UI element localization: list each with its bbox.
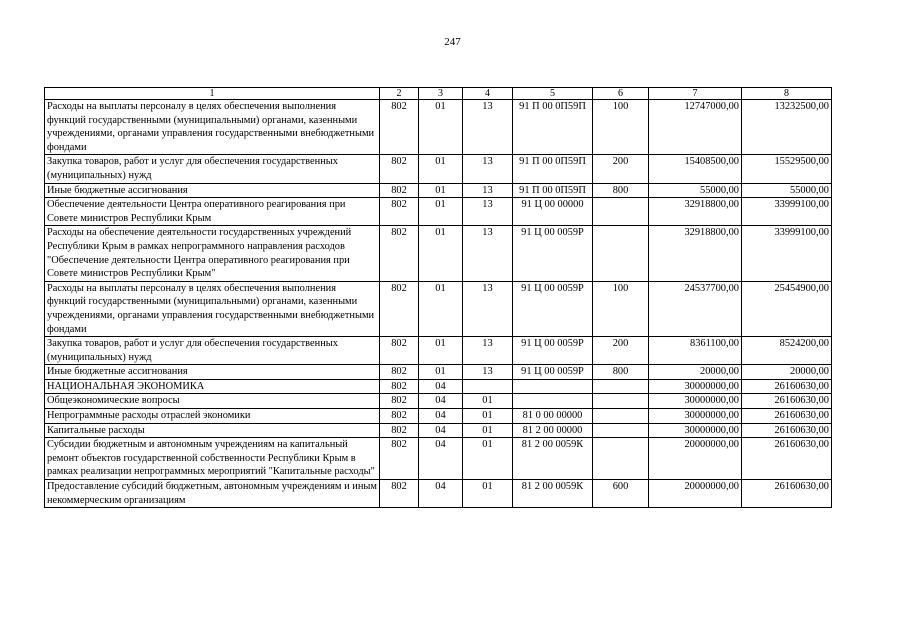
header-col-5: 5 xyxy=(513,88,593,100)
row-ministry-code: 802 xyxy=(380,438,419,480)
table-header xyxy=(45,88,832,100)
row-description: Закупка товаров, работ и услуг для обеспечения государственных (муниципальных) нужд xyxy=(45,337,380,365)
row-subsection-code: 13 xyxy=(463,183,513,198)
row-section-code: 04 xyxy=(419,480,463,508)
table-row xyxy=(45,365,832,380)
row-subsection-code: 13 xyxy=(463,337,513,365)
row-section-code: 04 xyxy=(419,379,463,394)
page-number: 247 xyxy=(444,36,461,48)
row-amount-year-1: 20000,00 xyxy=(649,365,742,380)
table-row xyxy=(45,198,832,226)
row-amount-year-1: 8361100,00 xyxy=(649,337,742,365)
row-amount-year-2: 26160630,00 xyxy=(742,480,832,508)
row-ministry-code: 802 xyxy=(380,394,419,409)
row-expense-type xyxy=(593,409,649,424)
budget-table xyxy=(44,87,832,508)
row-amount-year-1: 20000000,00 xyxy=(649,438,742,480)
row-amount-year-1: 55000,00 xyxy=(649,183,742,198)
row-section-code: 01 xyxy=(419,226,463,281)
row-description: Обеспечение деятельности Центра оперативного реагирования при Совете министров Республики Крым xyxy=(45,198,380,226)
row-ministry-code: 802 xyxy=(380,379,419,394)
row-amount-year-2: 33999100,00 xyxy=(742,198,832,226)
row-ministry-code: 802 xyxy=(380,226,419,281)
row-section-code: 01 xyxy=(419,155,463,183)
row-target-item: 91 П 00 0П59П xyxy=(513,155,593,183)
table-row xyxy=(45,100,832,155)
row-amount-year-2: 55000,00 xyxy=(742,183,832,198)
row-expense-type: 200 xyxy=(593,337,649,365)
row-description: НАЦИОНАЛЬНАЯ ЭКОНОМИКА xyxy=(45,379,380,394)
row-ministry-code: 802 xyxy=(380,480,419,508)
row-description: Иные бюджетные ассигнования xyxy=(45,183,380,198)
row-target-item: 81 2 00 0059К xyxy=(513,438,593,480)
row-section-code: 04 xyxy=(419,423,463,438)
row-target-item: 91 Ц 00 00000 xyxy=(513,198,593,226)
row-subsection-code: 13 xyxy=(463,281,513,336)
row-description: Расходы на выплаты персоналу в целях обеспечения выполнения функций государственными (муниципальными) органами, казенными учреждениями, органами управления государственными внебюджетными фондами xyxy=(45,100,380,155)
row-ministry-code: 802 xyxy=(380,198,419,226)
row-expense-type xyxy=(593,226,649,281)
row-target-item: 91 П 00 0П59П xyxy=(513,183,593,198)
row-amount-year-1: 20000000,00 xyxy=(649,480,742,508)
row-amount-year-2: 26160630,00 xyxy=(742,394,832,409)
row-expense-type xyxy=(593,438,649,480)
row-amount-year-2: 26160630,00 xyxy=(742,438,832,480)
table-row xyxy=(45,438,832,480)
table-row xyxy=(45,480,832,508)
row-ministry-code: 802 xyxy=(380,281,419,336)
row-amount-year-1: 15408500,00 xyxy=(649,155,742,183)
row-subsection-code: 13 xyxy=(463,365,513,380)
row-section-code: 01 xyxy=(419,198,463,226)
row-subsection-code: 01 xyxy=(463,480,513,508)
row-description: Предоставление субсидий бюджетным, автономным учреждениям и иным некоммерческим организациям xyxy=(45,480,380,508)
row-description: Общеэкономические вопросы xyxy=(45,394,380,409)
row-subsection-code: 01 xyxy=(463,409,513,424)
row-description: Субсидии бюджетным и автономным учреждениям на капитальный ремонт объектов государственной собственности Республики Крым в рамках реализации непрограммных мероприятий "Капитальные расходы" xyxy=(45,438,380,480)
row-ministry-code: 802 xyxy=(380,100,419,155)
header-col-7: 7 xyxy=(649,88,742,100)
header-col-1: 1 xyxy=(45,88,380,100)
table-row xyxy=(45,183,832,198)
row-section-code: 04 xyxy=(419,394,463,409)
row-expense-type: 100 xyxy=(593,100,649,155)
table-row xyxy=(45,226,832,281)
header-row xyxy=(45,88,832,100)
row-amount-year-2: 26160630,00 xyxy=(742,423,832,438)
row-amount-year-2: 13232500,00 xyxy=(742,100,832,155)
header-col-4: 4 xyxy=(463,88,513,100)
row-expense-type: 600 xyxy=(593,480,649,508)
row-amount-year-1: 30000000,00 xyxy=(649,379,742,394)
row-expense-type xyxy=(593,198,649,226)
row-section-code: 01 xyxy=(419,183,463,198)
row-target-item: 91 Ц 00 0059Р xyxy=(513,365,593,380)
row-target-item: 81 2 00 00000 xyxy=(513,423,593,438)
table-row xyxy=(45,409,832,424)
row-section-code: 04 xyxy=(419,438,463,480)
row-subsection-code: 13 xyxy=(463,100,513,155)
row-amount-year-1: 12747000,00 xyxy=(649,100,742,155)
row-section-code: 04 xyxy=(419,409,463,424)
row-section-code: 01 xyxy=(419,337,463,365)
table-row xyxy=(45,423,832,438)
row-target-item: 91 П 00 0П59П xyxy=(513,100,593,155)
row-target-item: 91 Ц 00 0059Р xyxy=(513,226,593,281)
row-subsection-code: 13 xyxy=(463,155,513,183)
row-description: Расходы на обеспечение деятельности государственных учреждений Республики Крым в рамках непрограммного направления расходов "Обеспечение деятельности Центра оперативного реагирования при Совете министров Республики Крым" xyxy=(45,226,380,281)
row-ministry-code: 802 xyxy=(380,409,419,424)
row-target-item xyxy=(513,379,593,394)
row-expense-type: 200 xyxy=(593,155,649,183)
row-subsection-code: 01 xyxy=(463,423,513,438)
row-amount-year-2: 25454900,00 xyxy=(742,281,832,336)
row-expense-type: 100 xyxy=(593,281,649,336)
row-target-item: 91 Ц 00 0059Р xyxy=(513,337,593,365)
row-ministry-code: 802 xyxy=(380,423,419,438)
row-description: Расходы на выплаты персоналу в целях обеспечения выполнения функций государственными (муниципальными) органами, казенными учреждениями, органами управления государственными внебюджетными фондами xyxy=(45,281,380,336)
row-amount-year-1: 32918800,00 xyxy=(649,226,742,281)
row-amount-year-2: 33999100,00 xyxy=(742,226,832,281)
row-amount-year-1: 30000000,00 xyxy=(649,394,742,409)
row-amount-year-1: 30000000,00 xyxy=(649,423,742,438)
table-row xyxy=(45,379,832,394)
row-description: Закупка товаров, работ и услуг для обеспечения государственных (муниципальных) нужд xyxy=(45,155,380,183)
row-amount-year-2: 8524200,00 xyxy=(742,337,832,365)
row-expense-type xyxy=(593,423,649,438)
table-row xyxy=(45,281,832,336)
row-description: Непрограммные расходы отраслей экономики xyxy=(45,409,380,424)
table-body xyxy=(45,100,832,508)
row-target-item: 81 0 00 00000 xyxy=(513,409,593,424)
row-amount-year-1: 24537700,00 xyxy=(649,281,742,336)
row-section-code: 01 xyxy=(419,100,463,155)
row-expense-type: 800 xyxy=(593,183,649,198)
row-target-item xyxy=(513,394,593,409)
row-subsection-code xyxy=(463,379,513,394)
row-target-item: 91 Ц 00 0059Р xyxy=(513,281,593,336)
row-amount-year-1: 32918800,00 xyxy=(649,198,742,226)
table-row xyxy=(45,337,832,365)
row-ministry-code: 802 xyxy=(380,155,419,183)
row-target-item: 81 2 00 0059К xyxy=(513,480,593,508)
row-subsection-code: 01 xyxy=(463,438,513,480)
row-expense-type xyxy=(593,379,649,394)
row-ministry-code: 802 xyxy=(380,365,419,380)
row-amount-year-2: 26160630,00 xyxy=(742,409,832,424)
header-col-2: 2 xyxy=(380,88,419,100)
row-ministry-code: 802 xyxy=(380,337,419,365)
table-row xyxy=(45,155,832,183)
row-subsection-code: 13 xyxy=(463,226,513,281)
row-ministry-code: 802 xyxy=(380,183,419,198)
row-amount-year-2: 20000,00 xyxy=(742,365,832,380)
header-col-3: 3 xyxy=(419,88,463,100)
row-amount-year-2: 15529500,00 xyxy=(742,155,832,183)
header-col-6: 6 xyxy=(593,88,649,100)
row-section-code: 01 xyxy=(419,281,463,336)
row-expense-type xyxy=(593,394,649,409)
row-section-code: 01 xyxy=(419,365,463,380)
row-description: Капитальные расходы xyxy=(45,423,380,438)
row-amount-year-1: 30000000,00 xyxy=(649,409,742,424)
row-description: Иные бюджетные ассигнования xyxy=(45,365,380,380)
header-col-8: 8 xyxy=(742,88,832,100)
row-expense-type: 800 xyxy=(593,365,649,380)
row-subsection-code: 13 xyxy=(463,198,513,226)
row-subsection-code: 01 xyxy=(463,394,513,409)
table-row xyxy=(45,394,832,409)
row-amount-year-2: 26160630,00 xyxy=(742,379,832,394)
